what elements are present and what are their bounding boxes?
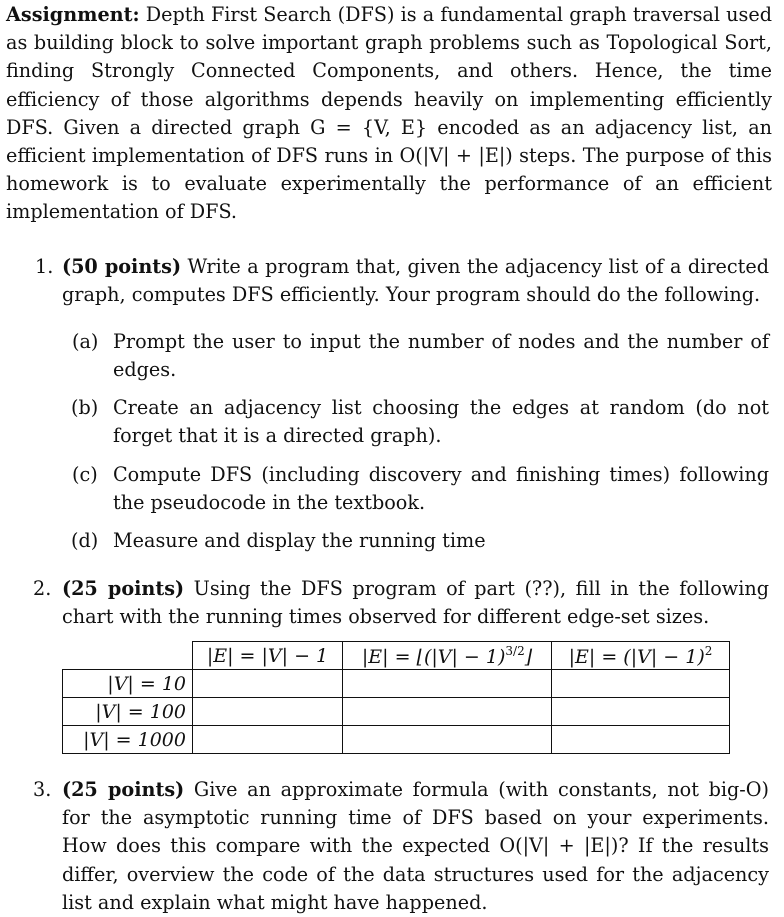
- col-header-power: |E| = ⌊(|V| − 1)$^{3/2}$⌋: [343, 642, 552, 670]
- q2-points: (25 points): [62, 577, 185, 600]
- col-header-linear: |E| = |V| − 1: [193, 642, 343, 670]
- q3-number: 3.: [33, 778, 52, 801]
- q1-sub-b-text: Create an adjacency list choosing the edges at random (do not forget that it is a directed graph).: [113, 396, 769, 448]
- table-header-row: [63, 642, 730, 670]
- q1-sub-c-text: Compute DFS (including discovery and finishing times) following the pseudocode in the textbook.: [113, 463, 769, 515]
- q2-number: 2.: [33, 577, 52, 600]
- q2-text: [62, 575, 769, 631]
- q1-number: 1.: [35, 255, 54, 278]
- q1-sub-c-label: (c): [72, 463, 98, 486]
- table-cell: [552, 698, 730, 726]
- row-header-v100: |V| = 100: [63, 698, 193, 726]
- q1-sub-a-label: (a): [72, 330, 99, 353]
- q3-text: [62, 776, 769, 917]
- row-header-v1000: |V| = 1000: [63, 726, 193, 754]
- q1-body: Write a program that, given the adjacency list of a directed graph, computes DFS efficiently. Your program should do the following.: [62, 255, 769, 307]
- intro-heading: Assignment:: [6, 3, 140, 26]
- q3-body: Give an approximate formula (with constants, not big-O) for the asymptotic running time of DFS based on your experiments. How does this compare with the expected O(|V| + |E|)? If the results differ, overview the code of the data structures used for the adjacency list and explain what might have happened.: [62, 778, 769, 914]
- row-header-v10: |V| = 10: [63, 670, 193, 698]
- table-cell: [343, 698, 552, 726]
- q1-sub-b-label: (b): [71, 396, 99, 419]
- q1-points: (50 points): [62, 255, 182, 278]
- q2-body: Using the DFS program of part (??), fill in the following chart with the running times observed for different edge-set sizes.: [62, 577, 769, 629]
- table-row: [63, 726, 730, 754]
- table-cell: [193, 698, 343, 726]
- table-cell: [552, 670, 730, 698]
- q1-sub-d-label: (d): [71, 529, 99, 552]
- q3-points: (25 points): [62, 778, 185, 801]
- table-cell: [193, 726, 343, 754]
- intro-paragraph: [6, 1, 772, 227]
- col-header-quadratic: $|E| = (|V| - 1)^2$: [552, 642, 730, 670]
- table-cell: [552, 726, 730, 754]
- q1-text: [62, 253, 769, 309]
- table-cell: [343, 726, 552, 754]
- q1-sub-d-text: Measure and display the running time: [113, 529, 486, 552]
- running-time-table: [62, 641, 730, 754]
- table-cell: [343, 670, 552, 698]
- table-row: [63, 698, 730, 726]
- table-row: [63, 670, 730, 698]
- table-cell: [193, 670, 343, 698]
- q1-sub-a-text: Prompt the user to input the number of nodes and the number of edges.: [113, 330, 769, 382]
- table-corner-cell: [63, 642, 193, 670]
- intro-text: Depth First Search (DFS) is a fundamental graph traversal used as building block to solve important graph problems such as Topological Sort, finding Strongly Connected Components, and others. Hence, the time efficiency of those algorithms depends heavily on implementing efficiently DFS. Given a directed graph G = {V, E} encoded as an adjacency list, an efficient implementation of DFS runs in O(|V| + |E|) steps. The purpose of this homework is to evaluate experimentally the performance of an efficient implementation of DFS.: [6, 3, 772, 224]
